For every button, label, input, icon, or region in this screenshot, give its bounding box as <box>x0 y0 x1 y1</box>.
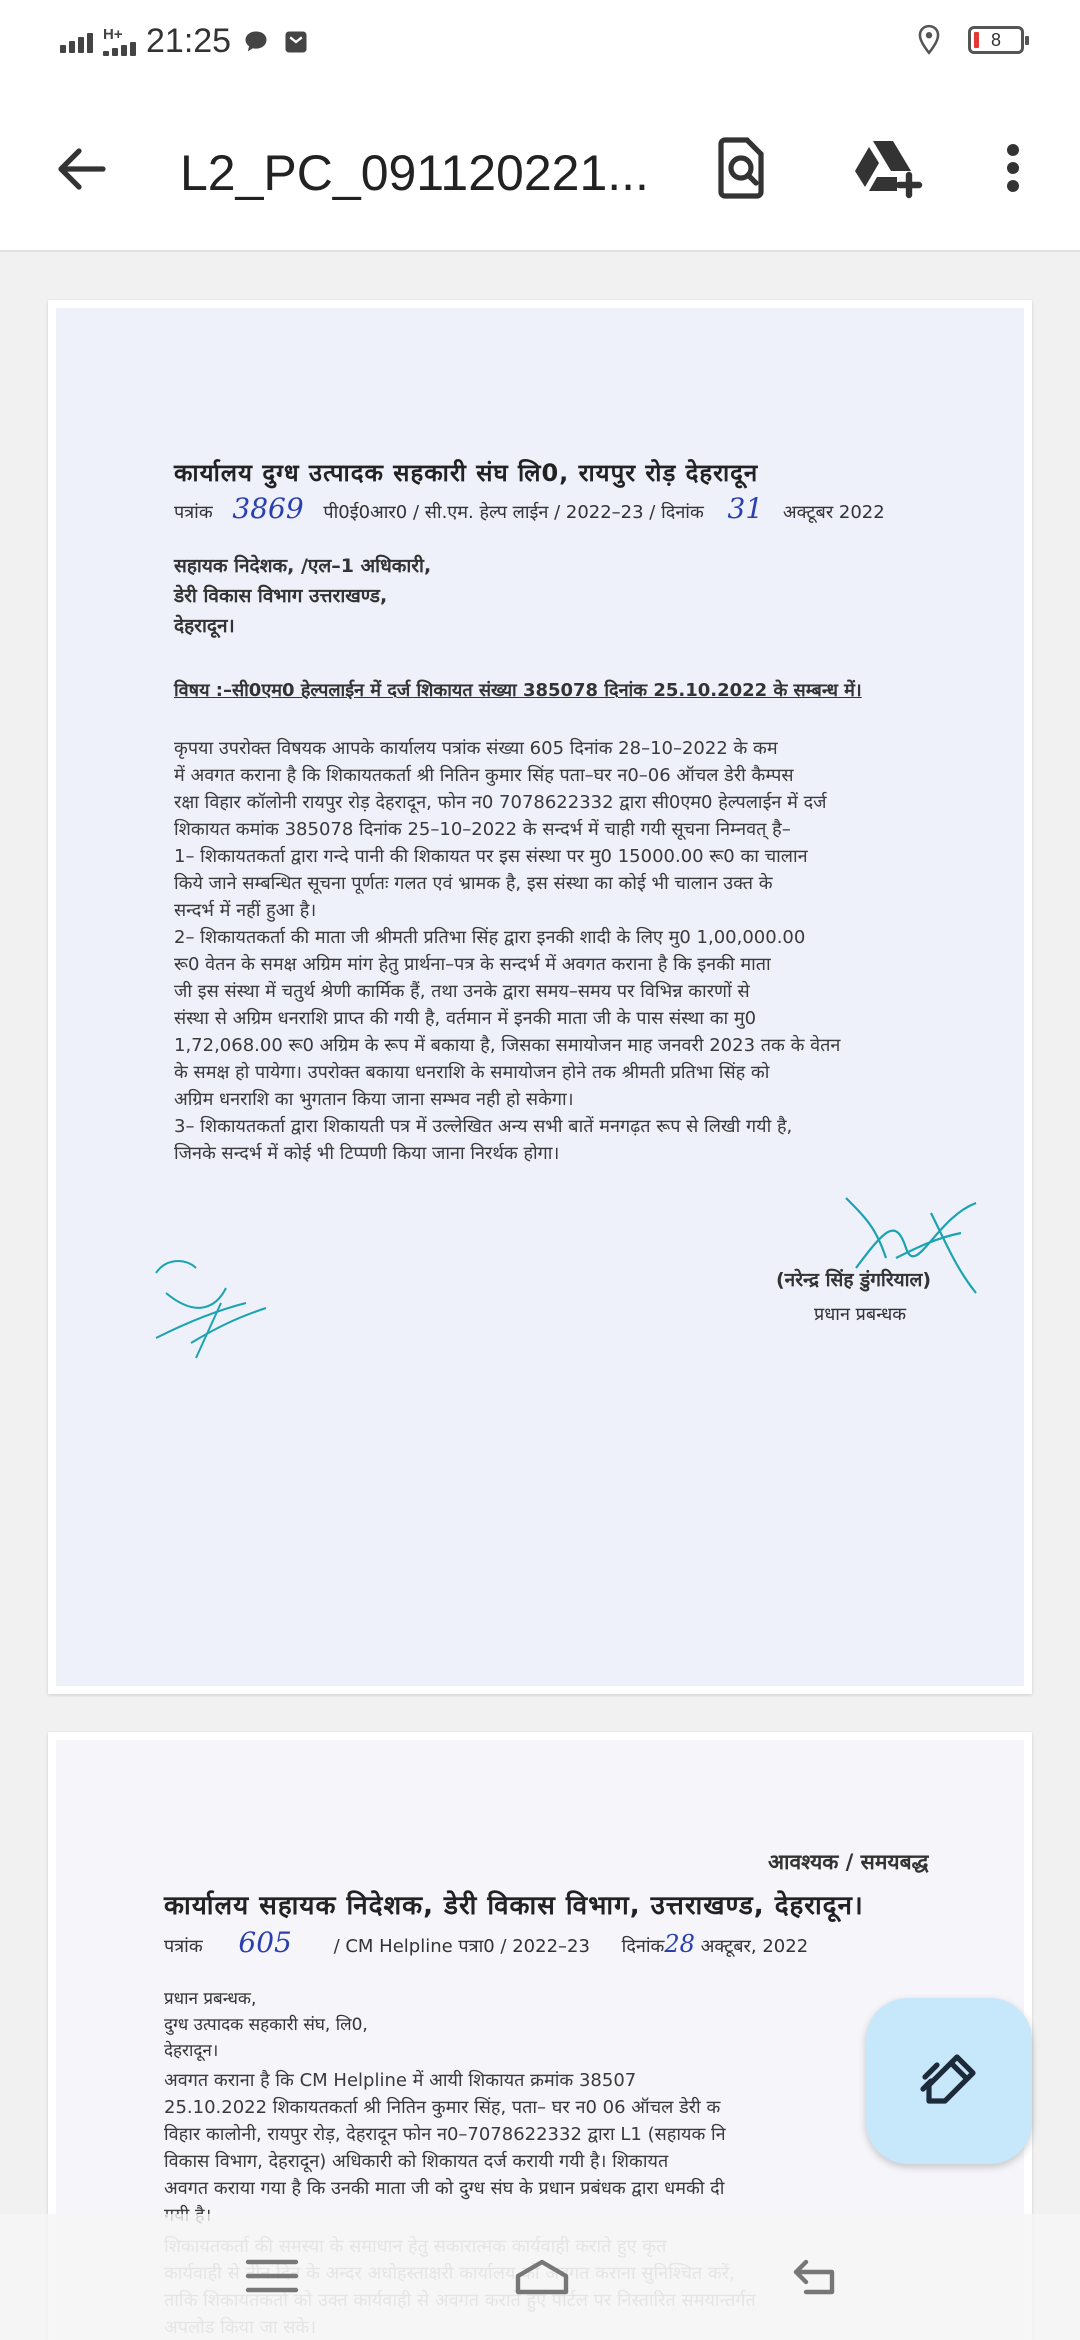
ref-label: पत्रांक <box>174 502 213 523</box>
signal-icon <box>60 31 93 53</box>
status-time: 21:25 <box>146 22 232 60</box>
letter-heading: कार्यालय दुग्ध उत्पादक सहकारी संघ लि0, रायपुर रोड़ देहरादून <box>174 459 759 487</box>
battery-level: 8 <box>990 29 1001 50</box>
drive-add-icon <box>851 137 923 199</box>
add-to-drive-button[interactable] <box>848 132 926 204</box>
body-line: रक्षा विहार कॉलोनी रायपुर रोड़ देहरादून, फोन न0 7078622332 द्वारा सी0एम0 हेल्पलाईन में दर्ज <box>174 792 827 813</box>
status-right <box>916 24 1024 56</box>
ref-month: अक्टूबर 2022 <box>782 502 885 523</box>
body-line: के समक्ष हो पायेगा। उपरोक्त बकाया धनराशि के समायोजन होने तक श्रीमती प्रतिभा सिंह को <box>174 1062 770 1083</box>
ref-day-handwritten: 28 <box>664 1930 695 1958</box>
network-type: H+ <box>103 25 123 43</box>
more-vert-icon <box>1006 143 1020 193</box>
letter-reference <box>174 492 885 525</box>
signatory-name: (नरेन्द्र सिंह डुंगरियाल) <box>776 1269 932 1291</box>
addressee-line: डेरी विकास विभाग उत्तराखण्ड, <box>174 585 388 607</box>
edit-pen-icon <box>917 2049 981 2113</box>
pdf-page-1[interactable] <box>48 300 1032 1694</box>
back-icon <box>790 2256 846 2296</box>
body-line: 1– शिकायतकर्ता द्वारा गन्दे पानी की शिकायत पर इस संस्था पर मु0 15000.00 रू0 का चालान <box>174 846 808 867</box>
ref-day-handwritten: 31 <box>727 492 764 525</box>
location-icon <box>916 24 942 56</box>
initials-scribble <box>136 1248 276 1368</box>
more-options-button[interactable] <box>988 132 1038 204</box>
addressee-line: सहायक निदेशक, /एल–1 अधिकारी, <box>174 555 432 577</box>
back-button[interactable] <box>46 134 116 204</box>
body-line: 3– शिकायतकर्ता द्वारा शिकायती पत्र में उल्लेखित अन्य सभी बातें मनगढ़त रूप से लिखी गयी है, <box>174 1116 793 1137</box>
addressee-line: देहरादून। <box>164 2041 219 2061</box>
scanned-letter-1 <box>56 308 1024 1686</box>
body-line: में अवगत कराना है कि शिकायतकर्ता श्री नितिन कुमार सिंह पता–घर न0–06 ऑचल डेरी कैम्पस <box>174 765 794 786</box>
mail-icon <box>281 28 311 56</box>
body-line: कृपया उपरोक्त विषयक आपके कार्यालय पत्रांक संख्या 605 दिनांक 28–10–2022 के कम <box>174 738 778 759</box>
recents-menu-icon <box>244 2258 300 2294</box>
body-line: विकास विभाग, देहरादून) अधिकारी को शिकायत दर्ज करायी गयी है। शिकायत <box>164 2151 669 2172</box>
body-line: विहार कालोनी, रायपुर रोड़, देहरादून फोन न0–7078622332 द्वारा L1 (सहायक नि <box>164 2124 726 2145</box>
letter-subject: विषय :–सी0एम0 हेल्पलाईन में दर्ज शिकायत संख्या 385078 दिनांक 25.10.2022 के सम्बन्ध में। <box>174 680 862 701</box>
addressee-line: दुग्ध उत्पादक सहकारी संघ, लि0, <box>164 2015 368 2035</box>
home-button[interactable] <box>502 2246 582 2306</box>
ref-label: पत्रांक <box>164 1936 203 1957</box>
body-line: सन्दर्भ में नहीं हुआ है। <box>174 900 317 921</box>
nav-back-button[interactable] <box>778 2246 858 2306</box>
ref-details: पी0ई0आर0 / सी.एम. हेल्प लाईन / 2022–23 / दिनांक <box>323 502 704 523</box>
letter-reference <box>164 1926 808 1959</box>
back-arrow-icon <box>55 147 107 191</box>
document-title: L2_PC_091120221... <box>180 145 649 201</box>
ref-number-handwritten: 3869 <box>232 492 304 525</box>
signatory-designation: प्रधान प्रबन्धक <box>814 1304 907 1325</box>
body-line: 25.10.2022 शिकायतकर्ता श्री नितिन कुमार सिंह, पता– घर न0 06 ऑचल डेरी क <box>164 2097 721 2118</box>
app-toolbar <box>0 84 1080 252</box>
ref-number-handwritten: 605 <box>238 1926 292 1959</box>
recents-button[interactable] <box>232 2246 312 2306</box>
system-nav-bar <box>0 2214 1080 2340</box>
body-line: जी इस संस्था में चतुर्थ श्रेणी कार्मिक हैं, तथा उनके द्वारा समय–समय पर विभिन्न कारणों से <box>174 981 750 1002</box>
letter-heading: कार्यालय सहायक निदेशक, डेरी विकास विभाग, उत्तराखण्ड, देहरादून। <box>164 1891 864 1921</box>
status-bar <box>0 0 1080 84</box>
chat-bubble-icon <box>241 28 271 56</box>
battery-icon <box>968 26 1024 54</box>
home-icon <box>512 2256 572 2296</box>
h-plus-signal-icon <box>103 25 136 56</box>
urgent-tag: आवश्यक / समयबद्ध <box>768 1850 929 1874</box>
ref-details: / CM Helpline पत्रा0 / 2022–23 <box>333 1936 590 1957</box>
lens-search-button[interactable] <box>706 132 778 204</box>
lens-search-icon <box>715 136 769 200</box>
body-line: अग्रिम धनराशि का भुगतान किया जाना सम्भव नही हो सकेगा। <box>174 1089 574 1110</box>
addressee-line: देहरादून। <box>174 615 235 637</box>
ref-month: अक्टूबर, 2022 <box>700 1936 809 1957</box>
body-line: संस्था से अग्रिम धनराशि प्राप्त की गयी है, वर्तमान में इनकी माता जी के पास संस्था का मु0 <box>174 1008 757 1029</box>
body-line: रू0 वेतन के समक्ष अग्रिम मांग हेतु प्रार्थना–पत्र के सन्दर्भ में अवगत कराना है कि इनकी माता <box>174 954 771 975</box>
addressee-line: प्रधान प्रबन्धक, <box>164 1989 257 2009</box>
body-line: अवगत कराया गया है कि उनकी माता जी को दुग्ध संघ के प्रधान प्रबंधक द्वारा धमकी दी <box>164 2178 725 2199</box>
body-line: 1,72,068.00 रू0 अग्रिम के रूप में बकाया है, जिसका समायोजन माह जनवरी 2023 तक के वेतन <box>174 1035 841 1056</box>
body-line: किये जाने सम्बन्धित सूचना पूर्णतः गलत एवं भ्रामक है, इस संस्था का कोई भी चालान उक्त के <box>174 873 773 894</box>
status-left <box>60 22 311 61</box>
edit-fab-button[interactable] <box>866 1998 1032 2164</box>
ref-date-label: दिनांक <box>621 1936 665 1957</box>
body-line: 2– शिकायतकर्ता की माता जी श्रीमती प्रतिभा सिंह द्वारा इनकी शादी के लिए मु0 1,00,000.00 <box>174 927 806 948</box>
body-line: शिकायत कमांक 385078 दिनांक 25–10–2022 के सन्दर्भ में चाही गयी सूचना निम्नवत् है– <box>174 819 791 840</box>
body-line: अवगत कराना है कि CM Helpline में आयी शिकायत क्रमांक 38507 <box>164 2070 637 2091</box>
body-line: जिनके सन्दर्भ में कोई भी टिप्पणी किया जाना निरर्थक होगा। <box>174 1143 560 1164</box>
